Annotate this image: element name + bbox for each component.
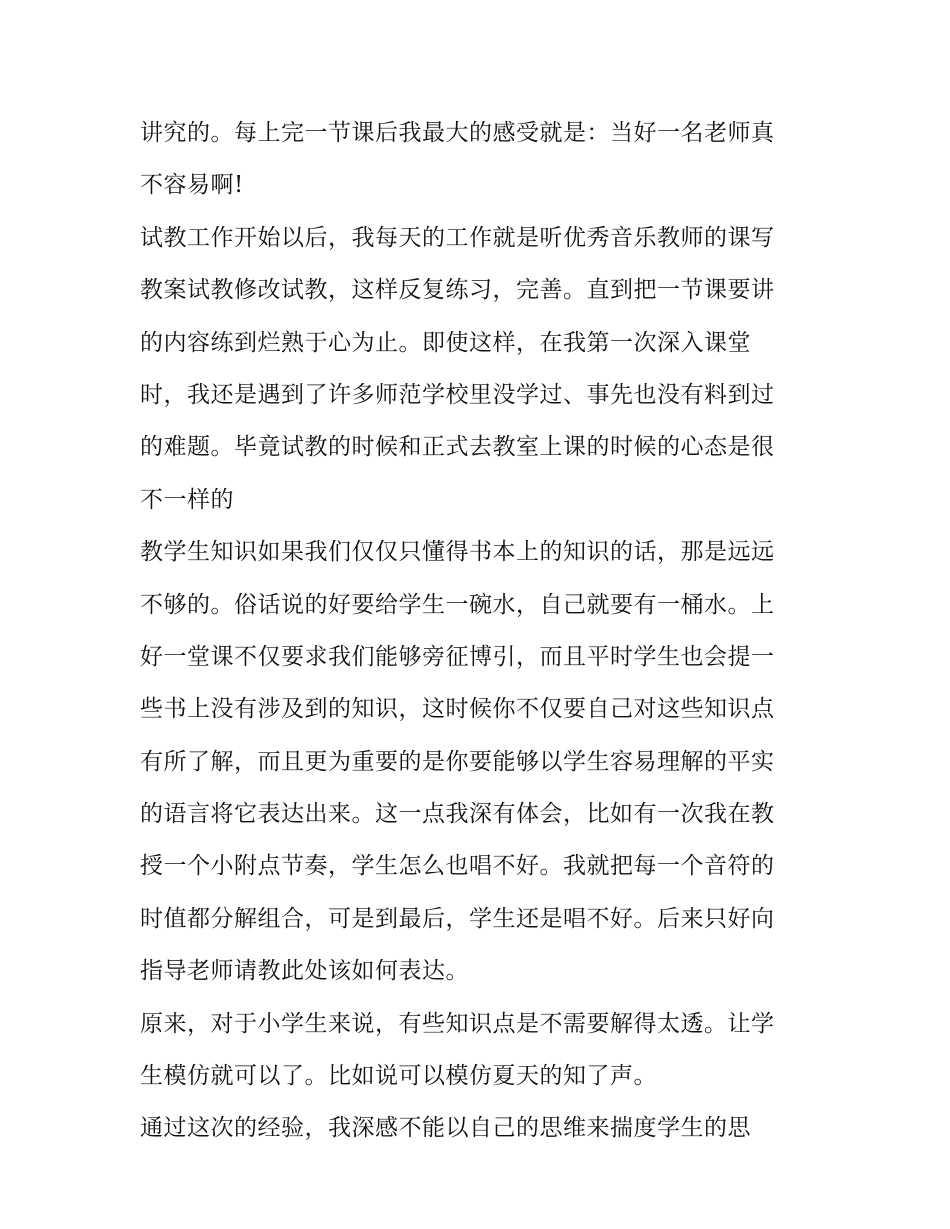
- text-line: 指导老师请教此处该如何表达。: [140, 958, 469, 985]
- text-line: 有所了解，而且更为重要的是你要能够以学生容易理解的平实: [140, 748, 775, 775]
- text-line: 授一个小附点节奏，学生怎么也唱不好。我就把每一个音符的: [140, 853, 775, 880]
- text-line: 原来，对于小学生来说，有些知识点是不需要解得太透。让学: [140, 1010, 775, 1037]
- text-line: 不一样的: [140, 486, 234, 513]
- document-body: [140, 107, 820, 1155]
- text-line: 好一堂课不仅要求我们能够旁征博引，而且平时学生也会提一: [140, 643, 775, 670]
- text-line: 不够的。俗话说的好要给学生一碗水，自己就要有一桶水。上: [140, 591, 775, 618]
- text-line: 通过这次的经验，我深感不能以自己的思维来揣度学生的思: [140, 1115, 751, 1142]
- text-line: 讲究的。每上完一节课后我最大的感受就是：当好一名老师真: [140, 120, 775, 146]
- text-line: 教学生知识如果我们仅仅只懂得书本上的知识的话，那是远远: [140, 539, 775, 566]
- text-line: 时，我还是遇到了许多师范学校里没学过、事先也没有料到过: [140, 381, 775, 408]
- text-line: 的难题。毕竟试教的时候和正式去教室上课的时候的心态是很: [140, 434, 775, 461]
- text-line: 时值都分解组合，可是到最后，学生还是唱不好。后来只好向: [140, 905, 775, 932]
- text-line: 生模仿就可以了。比如说可以模仿夏天的知了声。: [140, 1063, 657, 1090]
- text-line: 不容易啊!: [140, 172, 244, 199]
- text-line: 的内容练到烂熟于心为止。即使这样，在我第一次深入课堂: [140, 329, 751, 356]
- text-line: 试教工作开始以后，我每天的工作就是听优秀音乐教师的课写: [140, 224, 775, 251]
- text-line: 教案试教修改试教，这样反复练习，完善。直到把一节课要讲: [140, 277, 775, 304]
- text-line: 些书上没有涉及到的知识，这时候你不仅要自己对这些知识点: [140, 696, 775, 723]
- text-line: 的语言将它表达出来。这一点我深有体会，比如有一次我在教: [140, 801, 775, 828]
